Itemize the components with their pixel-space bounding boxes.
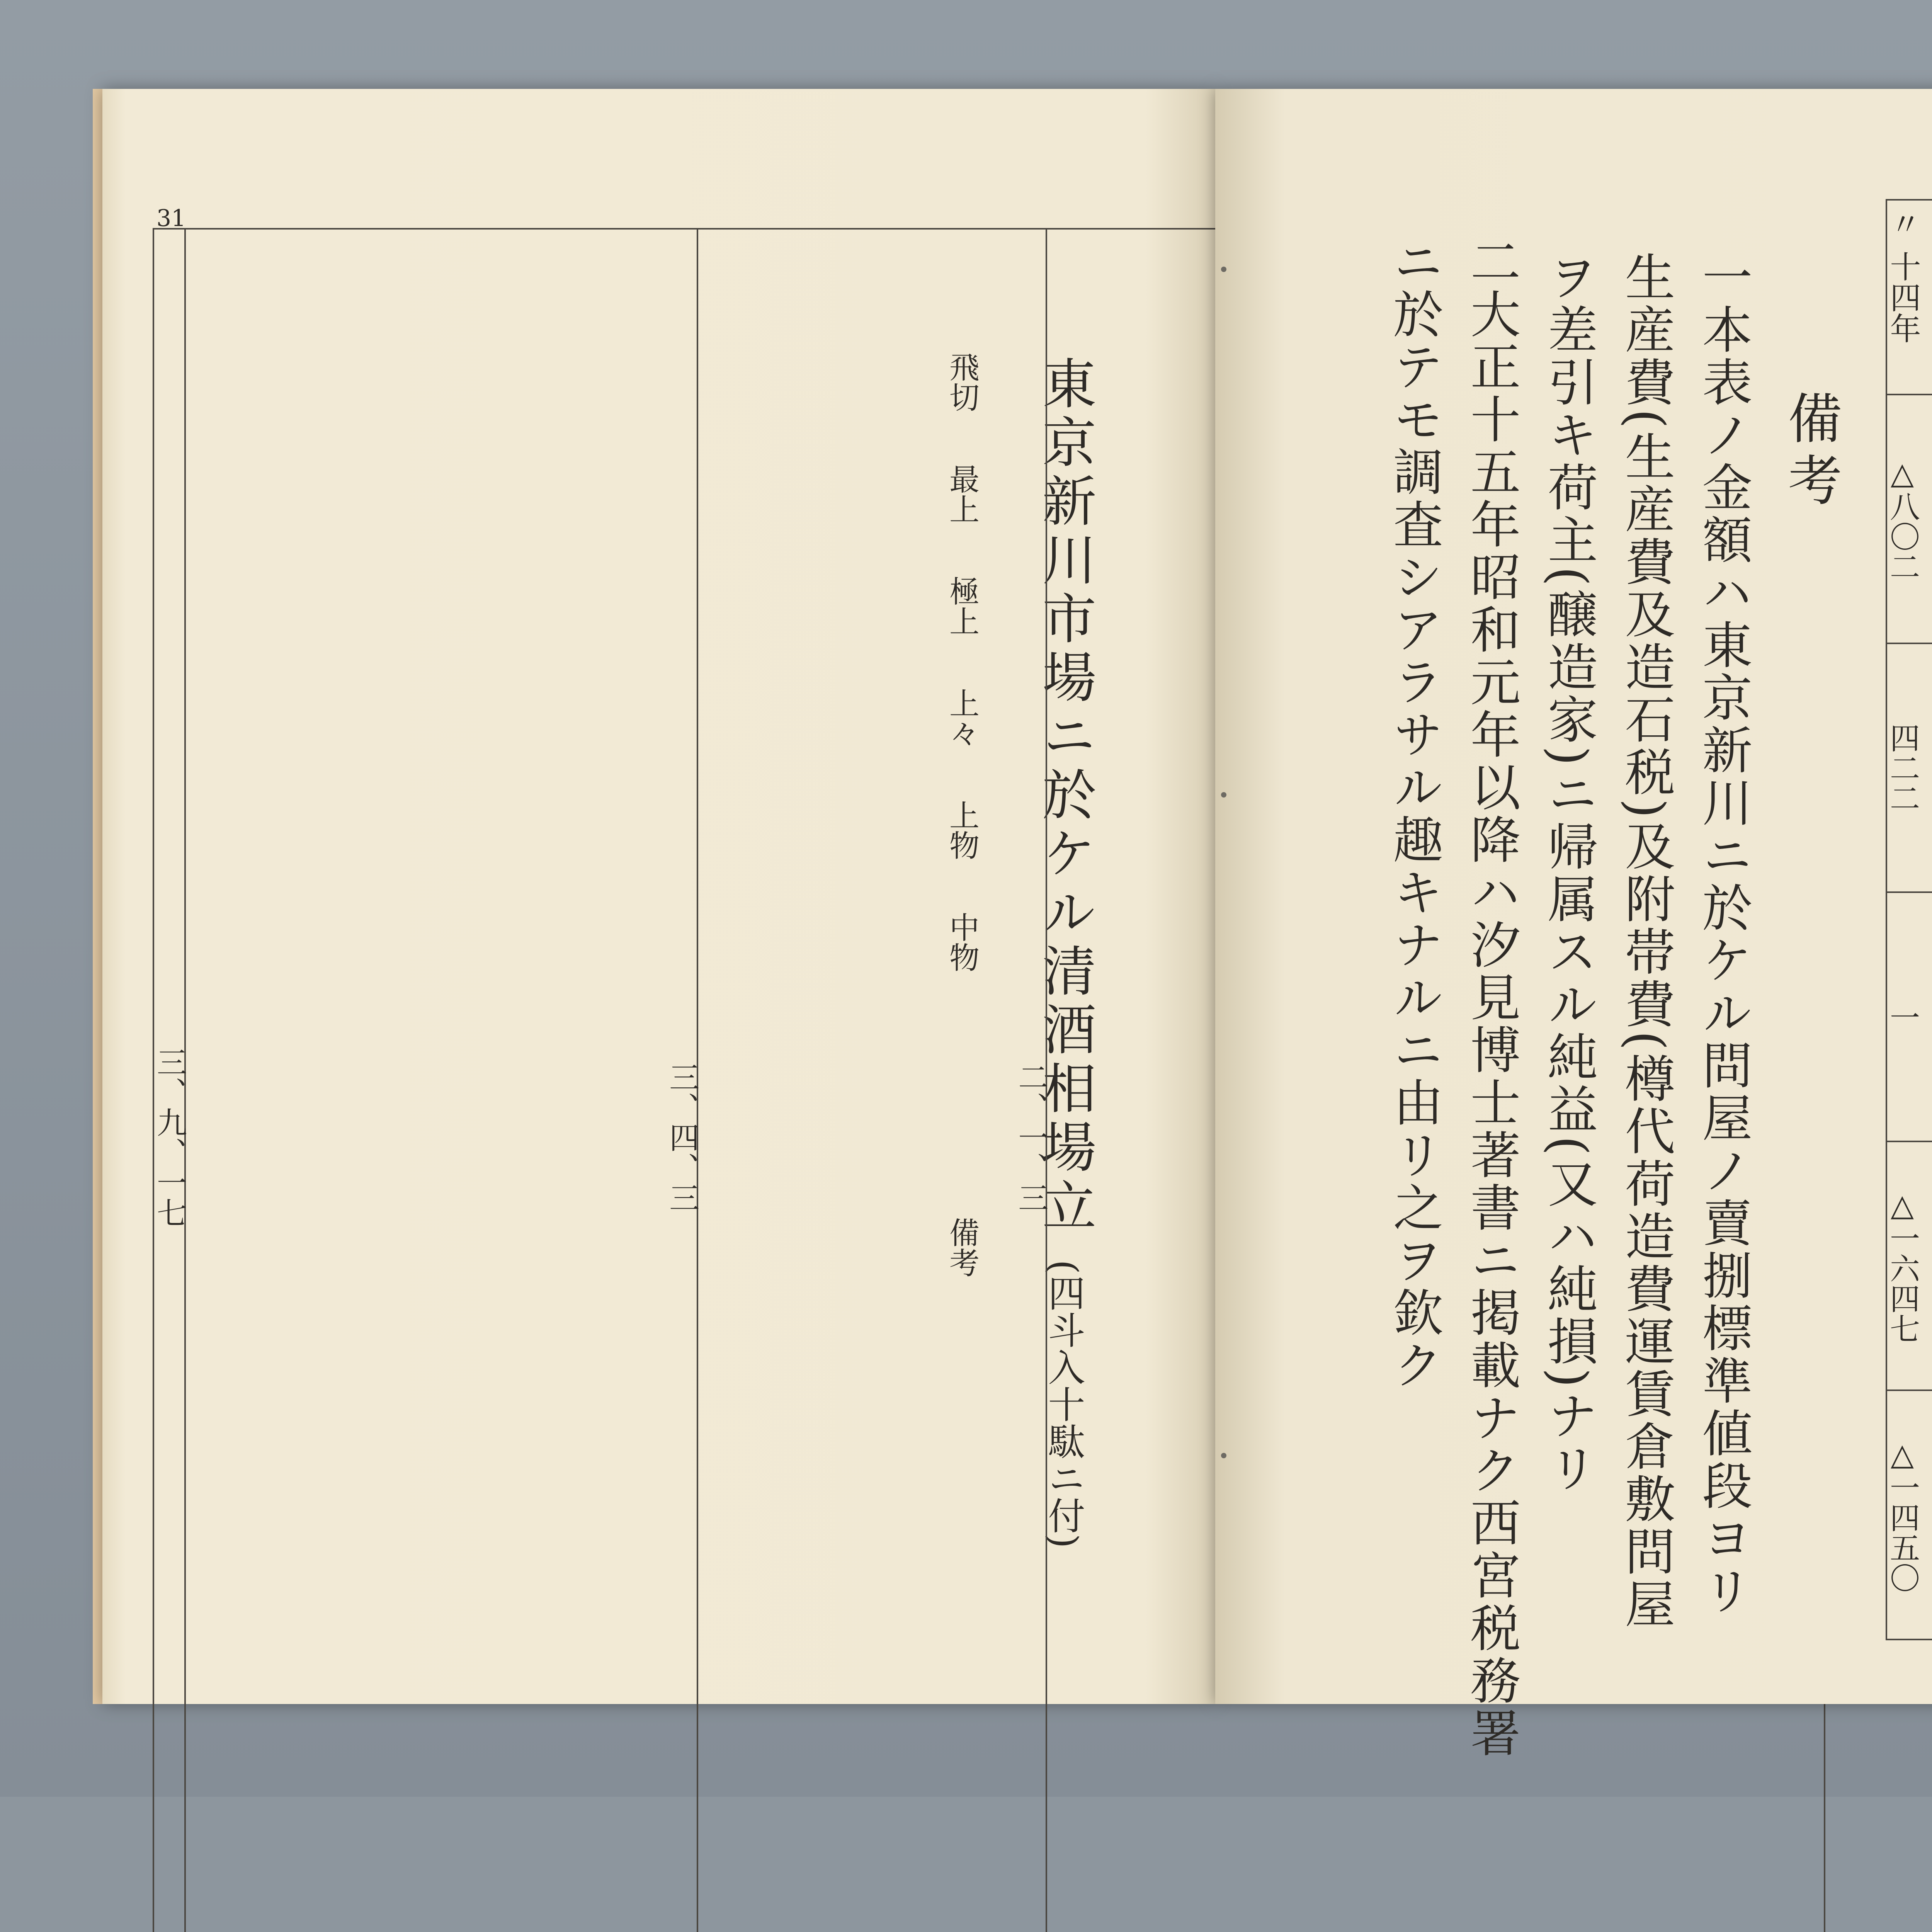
value-cell <box>1886 395 1932 643</box>
column-label: 備考 <box>947 1217 977 1277</box>
profit-value: 一 <box>1887 893 1917 1140</box>
value-cell <box>1886 1141 1932 1390</box>
binding-hole <box>1221 1453 1226 1458</box>
profit-value: △八〇二 <box>1887 395 1917 643</box>
year-header <box>1886 200 1932 395</box>
column-label: 最上 <box>947 464 977 524</box>
column-label: 中物 <box>947 912 977 972</box>
profit-value: △一四五〇 <box>1887 1391 1917 1639</box>
year-label: 十四年 <box>1887 251 1918 344</box>
remark-line-1: 一本表ノ金額ハ東京新川ニ於ケル問屋ノ賣捌標準値段ヨリ <box>1698 251 1748 1617</box>
profit-value: 四二二 <box>1887 644 1917 891</box>
row-value-date: 三、九、一七 <box>154 230 184 1932</box>
left-subtitle: (四斗入十駄ニ付) <box>1045 1260 1082 1548</box>
column-label: 上物 <box>947 800 977 860</box>
remark-line-2: 生産費(生産費及造石税)及附帯費(樽代荷造費運賃倉敷問屋 <box>1621 251 1671 1631</box>
left-page-number: 31 <box>156 205 186 232</box>
table-cell <box>697 229 1046 1932</box>
ditto-mark: 〃 <box>1887 208 1918 239</box>
value-cell <box>1886 643 1932 892</box>
column-label: 極上 <box>947 576 977 636</box>
remarks-heading: 備考 <box>1783 390 1837 514</box>
column-label: 飛切 <box>947 352 977 412</box>
value-cell <box>1886 892 1932 1141</box>
binding-hole <box>1221 267 1226 272</box>
remark-line-3: ヲ差引キ荷主(醸造家)ニ帰属スル純益(又ハ純損)ナリ <box>1544 251 1594 1495</box>
row-value-date: 三、四、三 <box>186 230 697 1932</box>
remark-line-4: 二大正十五年昭和元年以降ハ汐見博士著書ニ掲載ナク西宮税務署 <box>1466 236 1517 1760</box>
table-cell <box>153 229 185 1932</box>
profit-value: △一六四七 <box>1887 1142 1917 1389</box>
binding-hole <box>1221 792 1226 798</box>
yearly-profit-table <box>1886 199 1932 1640</box>
value-cell <box>1886 1390 1932 1639</box>
table-cell <box>185 229 697 1932</box>
row-value-date: 二、一、三 <box>698 230 1046 1932</box>
right-page <box>1215 89 1932 1704</box>
left-page <box>102 89 1215 1704</box>
remark-line-5: ニ於テモ調査シアラサル趣キナルニ由リ之ヲ欽ク <box>1389 236 1439 1392</box>
column-label: 上々 <box>947 688 977 748</box>
left-title: 東京新川市場ニ於ケル清酒相場立 <box>1037 355 1092 1236</box>
